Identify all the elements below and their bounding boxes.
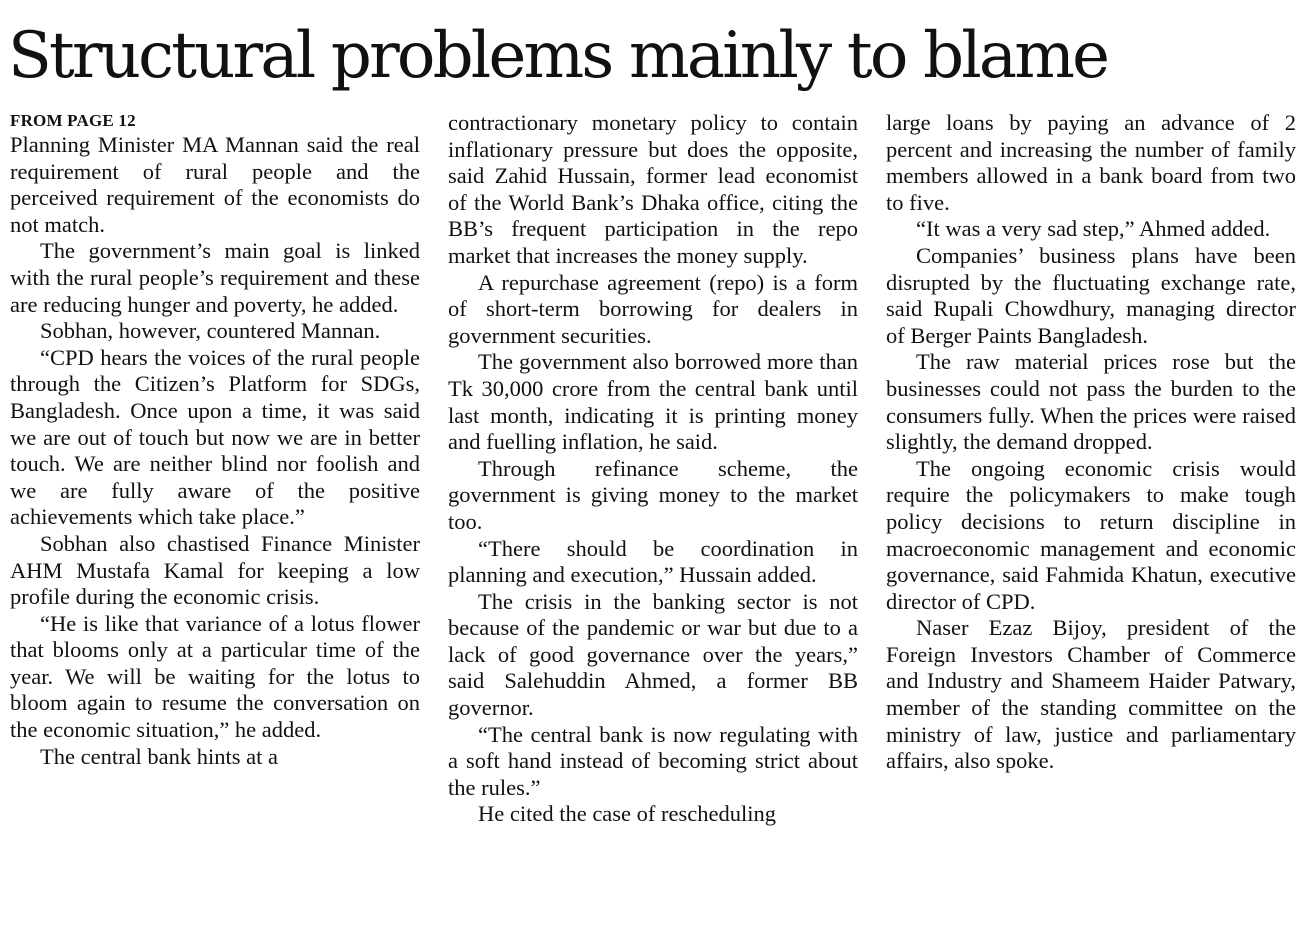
article-column-2 (448, 110, 858, 915)
article-column-3 (886, 110, 1296, 915)
headline: Structural problems mainly to blame (8, 19, 1108, 93)
paragraph: Sobhan also chastised Finance Minister AHM Mustafa Kamal for keeping a low profile during the economic crisis. (10, 530, 420, 610)
paragraph: “The central bank is now regulating with a soft hand instead of becoming strict about the rules.” (448, 721, 858, 800)
paragraph: Companies’ business plans have been disrupted by the fluctuating exchange rate, said Rupali Chowdhury, managing director of Berger Paints Bangladesh. (886, 242, 1296, 348)
paragraph: “There should be coordination in planning and execution,” Hussain added. (448, 535, 858, 588)
paragraph: The government also borrowed more than Tk 30,000 crore from the central bank until last month, indicating it is printing money and fuelling inflation, he said. (448, 349, 858, 455)
paragraph: The raw material prices rose but the businesses could not pass the burden to the consumers fully. When the prices were raised slightly, the demand dropped. (886, 349, 1296, 455)
paragraph: “He is like that variance of a lotus flower that blooms only at a particular time of the year. We will be waiting for the lotus to bloom again to resume the conversation on the economic situation,” he added. (10, 610, 420, 743)
paragraph: He cited the case of rescheduling (478, 801, 776, 827)
paragraph: “CPD hears the voices of the rural people through the Citizen’s Platform for SDGs, Bangladesh. Once upon a time, it was said we are out of touch but now we are in better touch. We are neither blind nor foolish and we are fully aware of the positive achievements which take place.” (10, 344, 420, 530)
paragraph: A repurchase agreement (repo) is a form of short-term borrowing for dealers in government securities. (448, 269, 858, 348)
paragraph: Planning Minister MA Mannan said the real requirement of rural people and the perceived requirement of the economists do not match. (10, 132, 420, 237)
continued-from-label: FROM PAGE 12 (10, 111, 136, 130)
paragraph: The ongoing economic crisis would require the policymakers to make tough policy decisions to return discipline in macroeconomic management and economic governance, said Fahmida Khatun, executive director of CPD. (886, 455, 1296, 614)
paragraph: Naser Ezaz Bijoy, president of the Foreign Investors Chamber of Commerce and Industry and Shameem Haider Patwary, member of the standing committee on the ministry of law, justice and parliamentary affairs, also spoke. (886, 615, 1296, 774)
paragraph: “It was a very sad step,” Ahmed added. (916, 216, 1271, 242)
paragraph: Through refinance scheme, the government is giving money to the market too. (448, 455, 858, 534)
paragraph: large loans by paying an advance of 2 percent and increasing the number of family members allowed in a bank board from two to five. (886, 110, 1296, 215)
paragraph: contractionary monetary policy to contain inflationary pressure but does the opposite, said Zahid Hussain, former lead economist of the World Bank’s Dhaka office, citing the BB’s frequent participation in the repo market that increases the money supply. (448, 110, 858, 268)
paragraph: The crisis in the banking sector is not because of the pandemic or war but due to a lack of good governance over the years,” said Salehuddin Ahmed, a former BB governor. (448, 588, 858, 721)
article-column-1 (10, 110, 420, 915)
paragraph: The government’s main goal is linked with the rural people’s requirement and these are reducing hunger and poverty, he added. (10, 238, 420, 317)
paragraph: Sobhan, however, countered Mannan. (40, 318, 381, 344)
paragraph: The central bank hints at a (40, 743, 279, 769)
